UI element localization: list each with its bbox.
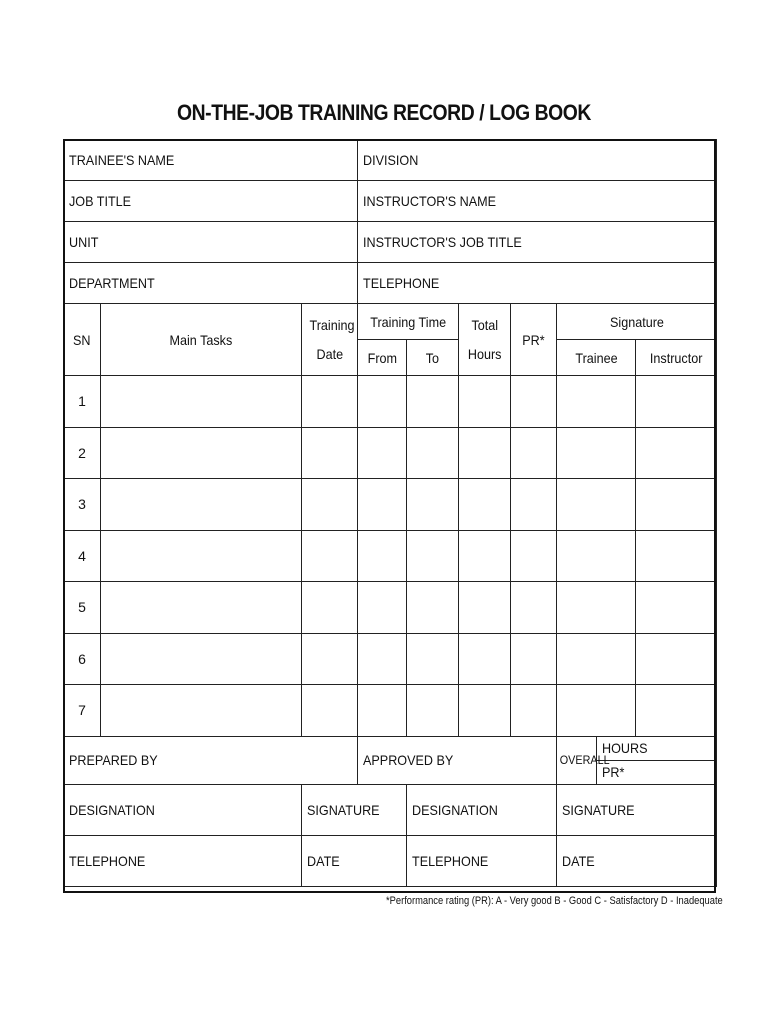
prepared-by-field[interactable]	[64, 736, 358, 784]
total-hours-cell[interactable]	[459, 376, 511, 428]
main-task-cell[interactable]	[101, 530, 302, 582]
time-from-cell[interactable]	[358, 427, 407, 479]
trainee-name-field[interactable]	[64, 140, 358, 181]
instructor-signature-cell[interactable]	[636, 685, 717, 737]
instructor-signature-cell[interactable]	[636, 376, 717, 428]
instructor-signature-header: Instructor	[636, 340, 717, 376]
pr-cell[interactable]	[511, 376, 557, 428]
trainee-signature-cell[interactable]	[557, 427, 636, 479]
date-right-field[interactable]	[557, 835, 717, 886]
approved-by-field[interactable]	[358, 736, 557, 784]
date-left-field[interactable]	[302, 835, 407, 886]
info-row-3	[64, 222, 717, 263]
table-row	[64, 479, 717, 531]
row-number: 1	[64, 376, 101, 428]
instructor-signature-cell[interactable]	[636, 582, 717, 634]
pr-cell[interactable]	[511, 427, 557, 479]
telephone-right-field[interactable]	[407, 835, 557, 886]
hours-field[interactable]	[597, 736, 717, 760]
training-date-cell[interactable]	[302, 530, 358, 582]
main-tasks-header: Main Tasks	[101, 304, 302, 376]
signature-header: Signature	[557, 304, 717, 340]
instructor-signature-cell[interactable]	[636, 427, 717, 479]
time-from-cell[interactable]	[358, 582, 407, 634]
total-hours-header: Total Hours	[459, 304, 511, 376]
main-task-cell[interactable]	[101, 479, 302, 531]
signature-right-field[interactable]	[557, 784, 717, 835]
hours-label: HOURS	[602, 740, 648, 756]
telephone-field[interactable]	[358, 263, 717, 304]
instructor-signature-cell[interactable]	[636, 530, 717, 582]
instructor-job-title-label: INSTRUCTOR'S JOB TITLE	[363, 234, 522, 250]
footer-row-2	[64, 784, 717, 835]
time-to-cell[interactable]	[407, 633, 459, 685]
trainee-signature-cell[interactable]	[557, 376, 636, 428]
time-from-cell[interactable]	[358, 376, 407, 428]
designation-right-field[interactable]	[407, 784, 557, 835]
pr-cell[interactable]	[511, 685, 557, 737]
table-row	[64, 633, 717, 685]
trainee-name-label: TRAINEE'S NAME	[69, 152, 175, 168]
signature-left-label: SIGNATURE	[307, 801, 380, 818]
time-to-cell[interactable]	[407, 376, 459, 428]
overall-label: OVERALL	[559, 753, 610, 767]
footer-row-3	[64, 835, 717, 886]
trainee-signature-cell[interactable]	[557, 633, 636, 685]
table-row	[64, 427, 717, 479]
table-row	[64, 376, 717, 428]
total-hours-cell[interactable]	[459, 530, 511, 582]
from-header: From	[358, 340, 407, 376]
table-row	[64, 582, 717, 634]
table-header-row-1	[64, 304, 717, 340]
designation-left-label: DESIGNATION	[69, 801, 155, 818]
date-left-label: DATE	[307, 852, 340, 869]
trainee-signature-header: Trainee	[557, 340, 636, 376]
time-to-cell[interactable]	[407, 427, 459, 479]
trainee-signature-cell[interactable]	[557, 479, 636, 531]
training-time-header: Training Time	[358, 304, 459, 340]
unit-field[interactable]	[64, 222, 358, 263]
row-number: 3	[64, 479, 101, 531]
time-to-cell[interactable]	[407, 479, 459, 531]
training-date-cell[interactable]	[302, 376, 358, 428]
prepared-by-label: PREPARED BY	[69, 752, 158, 768]
telephone-label: TELEPHONE	[363, 275, 440, 291]
time-from-cell[interactable]	[358, 479, 407, 531]
trainee-signature-cell[interactable]	[557, 582, 636, 634]
info-row-1	[64, 140, 717, 181]
instructor-signature-cell[interactable]	[636, 633, 717, 685]
training-record-form	[63, 139, 717, 887]
training-date-header: Training Date	[302, 304, 358, 376]
time-to-cell[interactable]	[407, 530, 459, 582]
pr-cell[interactable]	[511, 633, 557, 685]
overall-label-cell	[557, 736, 610, 784]
main-task-cell[interactable]	[101, 685, 302, 737]
designation-left-field[interactable]	[64, 784, 302, 835]
row-number: 2	[64, 427, 101, 479]
training-date-cell[interactable]	[302, 633, 358, 685]
department-field[interactable]	[64, 263, 358, 304]
total-hours-cell[interactable]	[459, 685, 511, 737]
training-date-cell[interactable]	[302, 427, 358, 479]
time-to-cell[interactable]	[407, 582, 459, 634]
sn-header: SN	[64, 304, 101, 376]
info-row-4	[64, 263, 717, 304]
training-date-cell[interactable]	[302, 685, 358, 737]
main-task-cell[interactable]	[101, 633, 302, 685]
division-field[interactable]	[358, 140, 717, 181]
table-row	[64, 530, 717, 582]
pr-cell[interactable]	[511, 479, 557, 531]
total-hours-cell[interactable]	[459, 427, 511, 479]
job-title-field[interactable]	[64, 181, 358, 222]
overall-pr-label: PR*	[602, 764, 625, 780]
row-number: 7	[64, 685, 101, 737]
training-date-cell[interactable]	[302, 582, 358, 634]
trainee-signature-cell[interactable]	[557, 685, 636, 737]
time-to-cell[interactable]	[407, 685, 459, 737]
main-task-cell[interactable]	[101, 427, 302, 479]
total-hours-cell[interactable]	[459, 582, 511, 634]
total-hours-cell[interactable]	[459, 633, 511, 685]
time-from-cell[interactable]	[358, 633, 407, 685]
pr-cell[interactable]	[511, 582, 557, 634]
date-right-label: DATE	[562, 852, 595, 869]
row-number: 6	[64, 633, 101, 685]
telephone-right-label: TELEPHONE	[412, 852, 489, 869]
info-row-2	[64, 181, 717, 222]
total-hours-cell[interactable]	[459, 479, 511, 531]
department-label: DEPARTMENT	[69, 275, 155, 291]
main-task-cell[interactable]	[101, 376, 302, 428]
table-row	[64, 685, 717, 737]
footer-row-1a	[64, 736, 717, 760]
performance-rating-note: *Performance rating (PR): A - Very good B - Good C - Satisfactory D - Inadequate	[386, 895, 723, 907]
telephone-left-field[interactable]	[64, 835, 302, 886]
trainee-signature-cell[interactable]	[557, 530, 636, 582]
signature-left-field[interactable]	[302, 784, 407, 835]
pr-header: PR*	[511, 304, 557, 376]
time-from-cell[interactable]	[358, 530, 407, 582]
task-rows	[64, 376, 717, 737]
instructor-name-field[interactable]	[358, 181, 717, 222]
training-date-cell[interactable]	[302, 479, 358, 531]
designation-right-label: DESIGNATION	[412, 801, 498, 818]
pr-cell[interactable]	[511, 530, 557, 582]
division-label: DIVISION	[363, 152, 419, 168]
telephone-left-label: TELEPHONE	[69, 852, 146, 869]
instructor-signature-cell[interactable]	[636, 479, 717, 531]
overall-pr-field[interactable]	[597, 760, 717, 784]
to-header: To	[407, 340, 459, 376]
instructor-job-title-field[interactable]	[358, 222, 717, 263]
page-title: ON-THE-JOB TRAINING RECORD / LOG BOOK	[177, 100, 591, 125]
job-title-label: JOB TITLE	[69, 193, 132, 209]
row-number: 5	[64, 582, 101, 634]
main-task-cell[interactable]	[101, 582, 302, 634]
row-number: 4	[64, 530, 101, 582]
signature-right-label: SIGNATURE	[562, 801, 635, 818]
approved-by-label: APPROVED BY	[363, 752, 454, 768]
instructor-name-label: INSTRUCTOR'S NAME	[363, 193, 497, 209]
time-from-cell[interactable]	[358, 685, 407, 737]
unit-label: UNIT	[69, 234, 99, 250]
